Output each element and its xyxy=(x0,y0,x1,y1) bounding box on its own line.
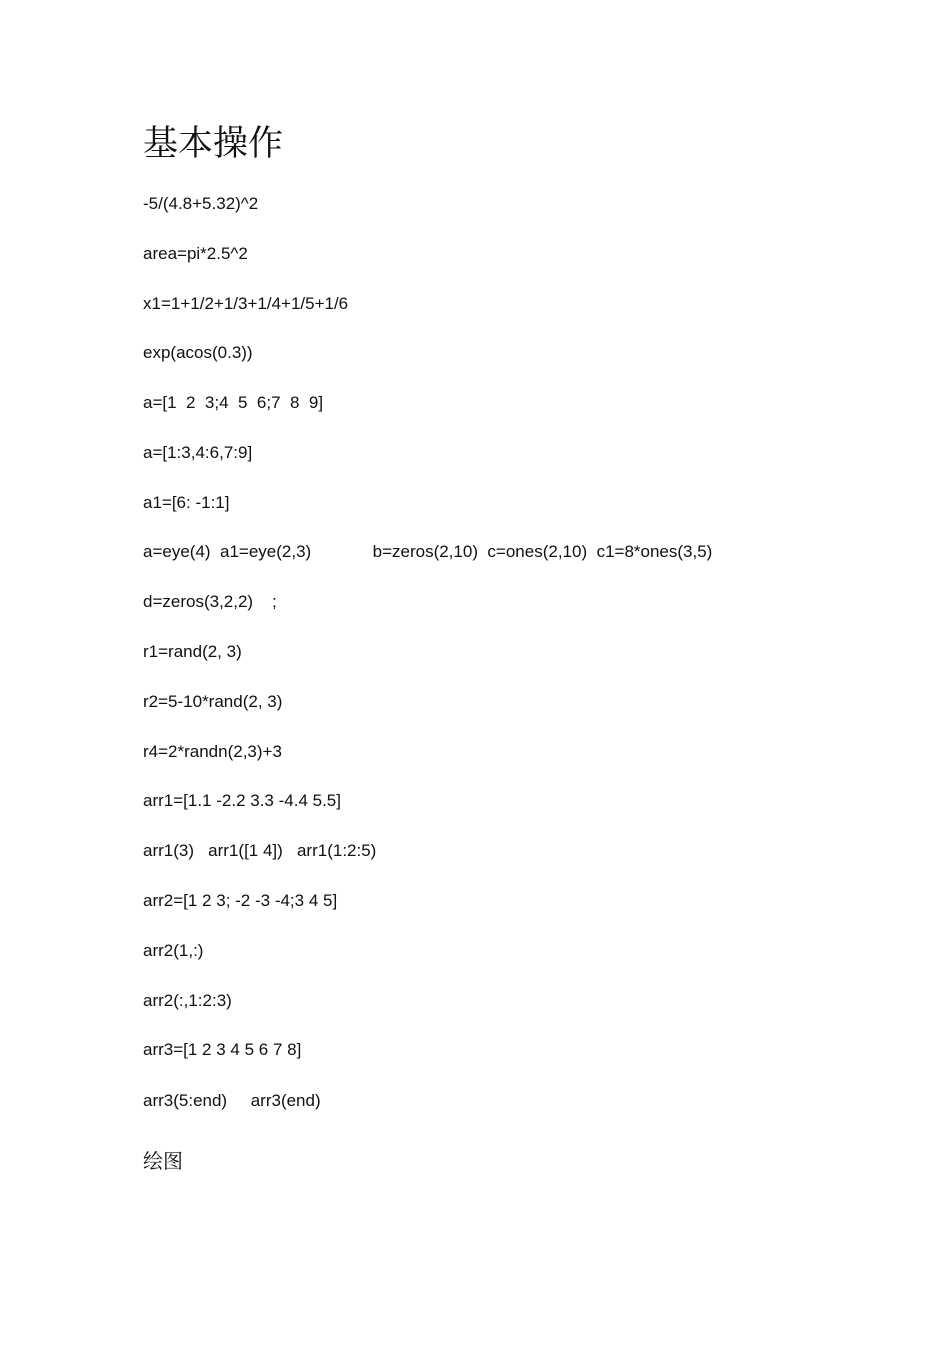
code-line: x1=1+1/2+1/3+1/4+1/5+1/6 xyxy=(143,294,349,313)
code-line: a=[1 2 3;4 5 6;7 8 9] xyxy=(143,393,324,412)
code-line: a=eye(4) a1=eye(2,3) b=zeros(2,10) c=ones(2,10) c1=8*ones(3,5) xyxy=(143,542,713,561)
code-line: r1=rand(2, 3) xyxy=(143,642,242,661)
code-line: r4=2*randn(2,3)+3 xyxy=(143,742,282,761)
code-line: arr2(:,1:2:3) xyxy=(143,991,232,1010)
code-line: arr1=[1.1 -2.2 3.3 -4.4 5.5] xyxy=(143,791,341,810)
code-line: -5/(4.8+5.32)^2 xyxy=(143,194,259,213)
code-line: a1=[6: -1:1] xyxy=(143,493,230,512)
section-heading: 绘图 xyxy=(143,1149,183,1173)
code-line: arr3=[1 2 3 4 5 6 7 8] xyxy=(143,1040,302,1059)
code-line: r2=5-10*rand(2, 3) xyxy=(143,692,283,711)
code-line: arr2(1,:) xyxy=(143,941,204,960)
code-line: d=zeros(3,2,2) ; xyxy=(143,592,277,611)
code-line: arr1(3) arr1([1 4]) arr1(1:2:5) xyxy=(143,841,377,860)
code-line: arr3(5:end) arr3(end) xyxy=(143,1091,321,1110)
code-line: a=[1:3,4:6,7:9] xyxy=(143,443,253,462)
page-title: 基本操作 xyxy=(143,124,284,164)
code-line: exp(acos(0.3)) xyxy=(143,343,253,362)
code-line: area=pi*2.5^2 xyxy=(143,244,248,263)
code-line: arr2=[1 2 3; -2 -3 -4;3 4 5] xyxy=(143,891,338,910)
